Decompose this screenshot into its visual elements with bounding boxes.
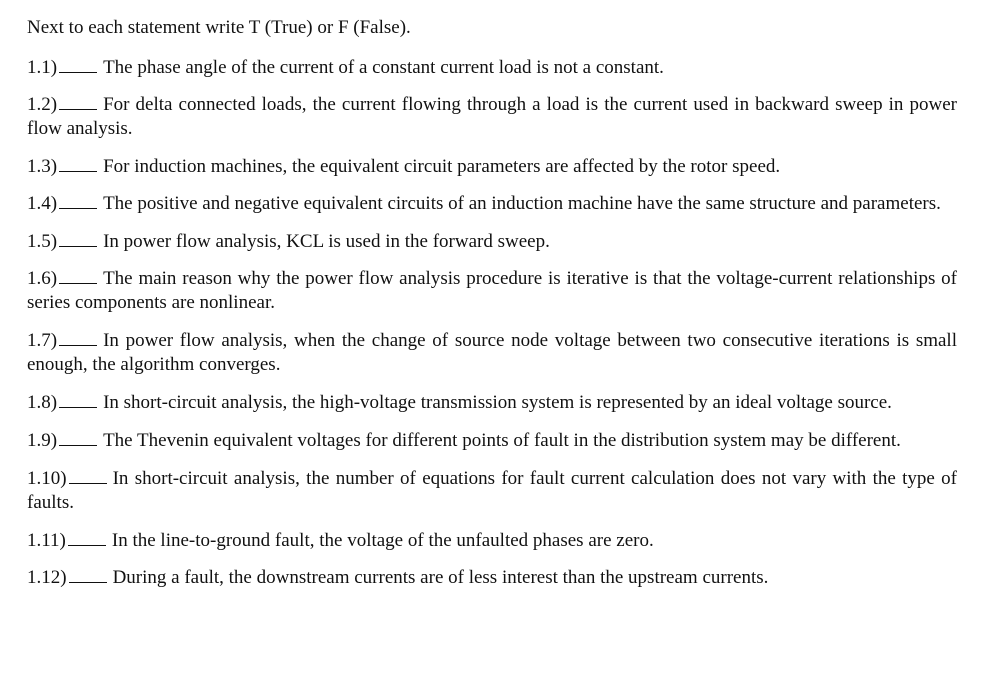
question-text: The phase angle of the current of a constant current load is not a constant. bbox=[103, 57, 664, 78]
question-item bbox=[27, 427, 957, 453]
instructions-text: Next to each statement write T (True) or F (False). bbox=[27, 17, 411, 38]
question-list bbox=[27, 54, 957, 590]
question-text: The Thevenin equivalent voltages for different points of fault in the distribution system may be different. bbox=[103, 430, 901, 451]
question-text: In the line-to-ground fault, the voltage of the unfaulted phases are zero. bbox=[111, 530, 654, 551]
answer-blank[interactable] bbox=[69, 465, 107, 484]
question-item bbox=[27, 327, 957, 377]
answer-blank[interactable] bbox=[59, 54, 97, 73]
question-number: 1.5) bbox=[27, 231, 58, 252]
question-item bbox=[27, 153, 957, 179]
question-text: For delta connected loads, the current flowing through a load is the current used in backward sweep in power flow analysis. bbox=[27, 94, 957, 139]
answer-blank[interactable] bbox=[68, 527, 106, 546]
question-text: The main reason why the power flow analysis procedure is iterative is that the voltage-current relationships of series components are nonlinear. bbox=[27, 268, 957, 313]
answer-blank[interactable] bbox=[59, 153, 97, 172]
answer-blank[interactable] bbox=[59, 190, 97, 209]
question-number: 1.10) bbox=[27, 468, 67, 489]
question-number: 1.12) bbox=[27, 567, 67, 588]
answer-blank[interactable] bbox=[59, 91, 97, 110]
question-item bbox=[27, 265, 957, 315]
question-item bbox=[27, 190, 957, 216]
question-text: The positive and negative equivalent circuits of an induction machine have the same structure and parameters. bbox=[103, 193, 941, 214]
question-item bbox=[27, 91, 957, 141]
question-text: In short-circuit analysis, the number of equations for fault current calculation does not vary with the type of faults. bbox=[27, 468, 957, 513]
question-text: In power flow analysis, when the change of source node voltage between two consecutive iterations is small enough, the algorithm converges. bbox=[27, 330, 957, 375]
answer-blank[interactable] bbox=[59, 228, 97, 247]
question-item bbox=[27, 228, 957, 254]
answer-blank[interactable] bbox=[59, 427, 97, 446]
question-item bbox=[27, 527, 957, 553]
answer-blank[interactable] bbox=[59, 265, 97, 284]
answer-blank[interactable] bbox=[69, 564, 107, 583]
question-item bbox=[27, 389, 957, 415]
answer-blank[interactable] bbox=[59, 389, 97, 408]
question-number: 1.3) bbox=[27, 156, 58, 177]
question-text: In power flow analysis, KCL is used in the forward sweep. bbox=[103, 231, 550, 252]
answer-blank[interactable] bbox=[59, 327, 97, 346]
question-number: 1.7) bbox=[27, 330, 58, 351]
question-item bbox=[27, 465, 957, 515]
question-number: 1.6) bbox=[27, 268, 58, 289]
question-number: 1.8) bbox=[27, 392, 58, 413]
question-number: 1.9) bbox=[27, 430, 58, 451]
question-number: 1.1) bbox=[27, 57, 58, 78]
question-number: 1.11) bbox=[27, 530, 66, 551]
question-number: 1.2) bbox=[27, 94, 58, 115]
question-number: 1.4) bbox=[27, 193, 58, 214]
document-page bbox=[27, 16, 957, 601]
question-item bbox=[27, 54, 957, 80]
question-text: During a fault, the downstream currents are of less interest than the upstream currents. bbox=[112, 567, 769, 588]
question-text: In short-circuit analysis, the high-voltage transmission system is represented by an ideal voltage source. bbox=[103, 392, 892, 413]
question-text: For induction machines, the equivalent circuit parameters are affected by the rotor speed. bbox=[103, 156, 781, 177]
question-item bbox=[27, 564, 957, 590]
